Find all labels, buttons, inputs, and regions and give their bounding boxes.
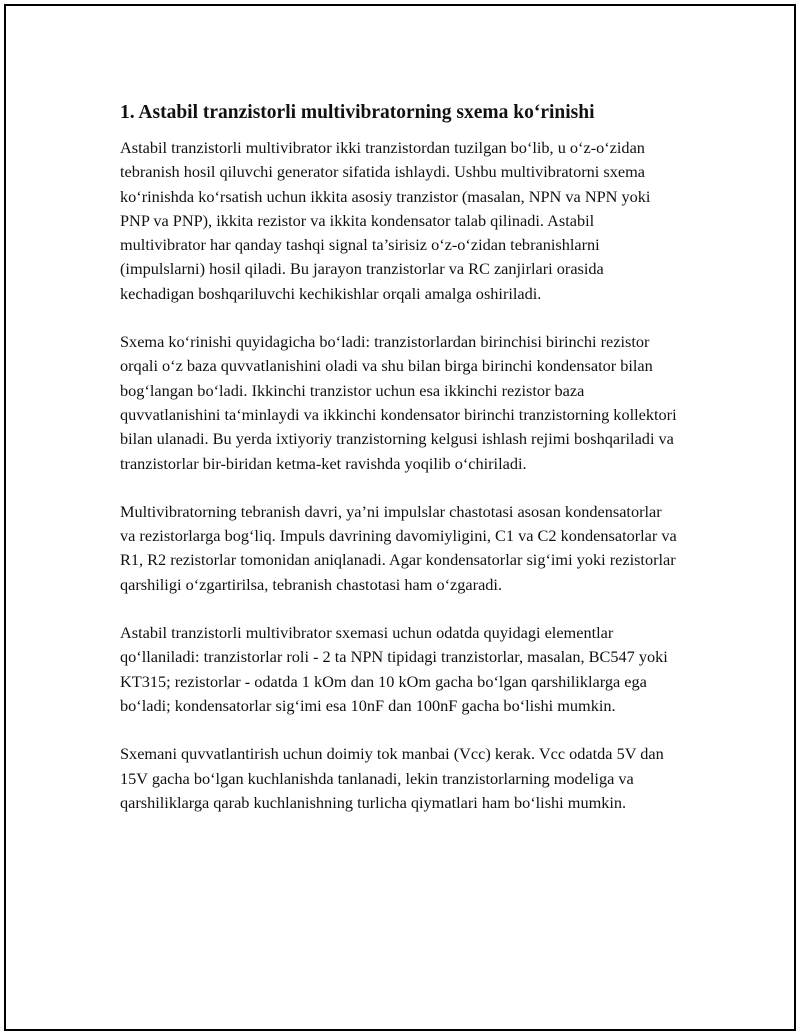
document-page (4, 4, 796, 1031)
paragraph-components: Astabil tranzistorli multivibrator sxemasi uchun odatda quyidagi elementlar qo‘llaniladi: tranzistorlar roli - 2 ta NPN tipidagi tranzistorlar, masalan, BC547 yoki KT315; rezistorlar - odatda 1 kOm dan 10 kOm gacha bo‘lgan qarshiliklarga ega bo‘ladi; kondensatorlar sig‘imi esa 10nF dan 100nF gacha bo‘lishi mumkin. (120, 623, 668, 715)
paragraph-circuit-description: Sxema ko‘rinishi quyidagicha bo‘ladi: tranzistorlardan birinchisi birinchi rezistor orqali o‘z baza quvvatlanishini oladi va shu bilan birga birinchi kondensator bilan bog‘langan bo‘ladi. Ikkinchi tranzistor uchun esa ikkinchi rezistor baza quvvatlanishini ta‘minlaydi va ikkinchi kondensator birinchi tranzistorning kollektori bilan ulanadi. Bu yerda ixtiyoriy tranzistorning kelgusi ishlash rejimi boshqariladi va tranzistorlar bir-biridan ketma-ket ravishda yoqilib o‘chiriladi. (120, 332, 677, 473)
paragraph-intro: Astabil tranzistorli multivibrator ikki tranzistordan tuzilgan bo‘lib, u o‘z-o‘zidan tebranish hosil qiluvchi generator sifatida ishlaydi. Ushbu multivibratorni sxema ko‘rinishda ko‘rsatish uchun ikkita asosiy tranzistor (masalan, NPN va NPN yoki PNP va PNP), ikkita rezistor va ikkita kondensator talab qilinadi. Astabil multivibrator har qanday tashqi signal ta’sirisiz o‘z-o‘zidan tebranishlarni (impulslarni) hosil qiladi. Bu jarayon tranzistorlar va RC zanjirlari orasida kechadigan boshqariluvchi kechikishlar orqali amalga oshiriladi. (120, 138, 651, 303)
document-content (120, 100, 680, 839)
paragraph-power-supply: Sxemani quvvatlantirish uchun doimiy tok manbai (Vcc) kerak. Vcc odatda 5V dan 15V gacha bo‘lgan kuchlanishda tanlanadi, lekin tranzistorlarning modeliga va qarshiliklarga qarab kuchlanishning turlicha qiymatlari ham bo‘lishi mumkin. (120, 744, 664, 812)
section-heading: 1. Astabil tranzistorli multivibratorning sxema ko‘rinishi (120, 102, 595, 123)
paragraph-oscillation-period: Multivibratorning tebranish davri, ya’ni impulslar chastotasi asosan kondensatorlar va rezistorlarga bog‘liq. Impuls davrining davomiyligini, C1 va C2 kondensatorlar va R1, R2 rezistorlar tomonidan aniqlanadi. Agar kondensatorlar sig‘imi yoki rezistorlar qarshiligi o‘zgartirilsa, tebranish chastotasi ham o‘zgaradi. (120, 501, 677, 594)
